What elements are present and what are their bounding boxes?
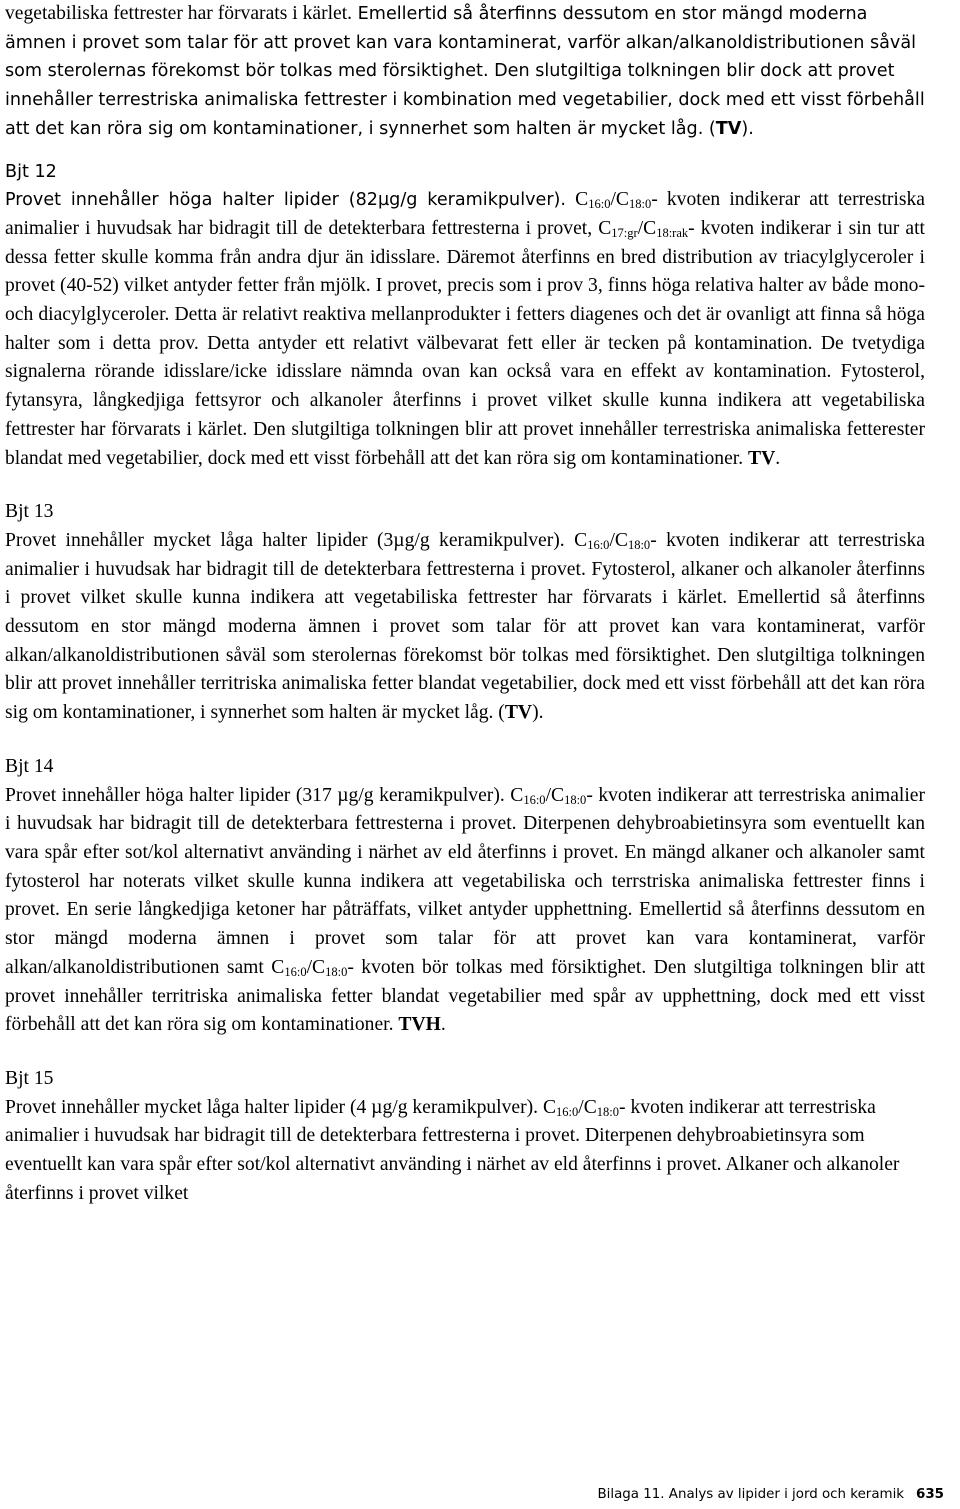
paragraph-bjt13 (5, 527, 925, 728)
text-run: I provet, precis som i prov 3, finns höga relativa halter av både mono- och diacylglyceroler. (5, 275, 925, 326)
heading-bjt15: Bjt 15 (5, 1067, 54, 1089)
text-run: Den slutgiltiga tolkningen blir att provet innehåller territriska animaliska fetter blandat vegetabilier med spår av upphettning, dock med ett visst förbehåll att det kan röra sig om kontaminationer. (5, 956, 926, 1036)
text-run: En mängd alkaner och alkanoler samt fytosterol har noterats vilket skulle kunna indikera att vegetabiliska och terrstriska animaliska fettrester finns i provet. (5, 841, 925, 921)
text-run: Provet innehåller mycket låga halter lipider (3µg/g keramikpulver). (5, 529, 565, 551)
subscript: 18:0 (628, 197, 652, 212)
text-run: Emellertid så återfinns dessutom en stor mängd moderna ämnen i provet som talar för att provet kan vara kontaminerat, varför alkan/alkanoldistributionen samt C (5, 899, 925, 978)
subscript: 16:0 (284, 964, 307, 979)
text-run: Provet innehåller höga halter lipider (317 µg/g keramikpulver). (5, 784, 505, 806)
text-run: Diterpenen dehybroabietinsyra som eventuellt kan vara spår efter sot/kol alternativt använding i närhet av eld återfinns i provet. (5, 813, 925, 863)
text-run: . (440, 1014, 446, 1036)
text-run: - kvoten bör tolkas med försiktighet. (347, 956, 647, 978)
heading-bjt12: Bjt 12 (5, 161, 57, 182)
page-number: 635 (916, 1487, 944, 1502)
text-run: Diterpenen dehybroabietinsyra som eventuellt kan vara spår efter sot/kol alternativt använding i närhet av eld återfinns i provet. (5, 1125, 865, 1176)
paragraph-bjt15 (5, 1094, 925, 1209)
text-run: Detta är relativt reaktiva mellanprodukter i fetters diagenes och det är ovanligt att finna så höga halter som i detta prov. (5, 304, 925, 354)
heading-bjt14: Bjt 14 (5, 755, 54, 777)
text-run: /C (609, 529, 628, 551)
subscript: 17:gr (611, 225, 638, 240)
text-run: Emellertid så återfinns dessutom en stor mängd moderna ämnen i provet som talar för att provet kan vara kontaminerat, varför alkan/alkanoldistributionen såväl som sterolernas förekomst bör tolkas med försiktighet. (5, 4, 916, 82)
interpretation-code: TV (715, 118, 742, 139)
text-run: De tvetydiga signalerna rörande idisslare/icke idisslare nämnda ovan kan också vara en effekt av kontamination. (5, 332, 926, 383)
text-run: - kvoten indikerar att terrestriska animalier i huvudsak har bidragit till de detekterbara fettresterna i provet. (5, 529, 926, 580)
subscript: 18:0 (564, 792, 587, 807)
text-run: /C (545, 784, 565, 806)
subscript: 16:0 (587, 537, 610, 552)
heading-bjt13: Bjt 13 (5, 501, 54, 523)
text-run: vegetabiliska fettrester har förvarats i kärlet. (5, 3, 353, 24)
subscript: 18:0 (627, 537, 651, 552)
text-run: En serie långkedjiga ketoner har påträffats, vilket antyder upphettning. (59, 899, 633, 921)
text-run: - kvoten indikerar att terrestriska animalier i huvudsak har bidragit till de detekterbara fettresterna i provet. (5, 1096, 876, 1147)
text-run: Alkaner och alkanoler återfinns i provet vilket (5, 1154, 900, 1204)
text-run: /C (610, 189, 629, 211)
page-footer (597, 1486, 944, 1504)
text-run: . (775, 447, 781, 469)
text-run: C (538, 1096, 557, 1118)
text-run: C (566, 189, 589, 211)
text-run: Detta antyder ett relativt välbevarat fett eller är tecken på kontamination. (198, 332, 813, 354)
paragraph-intro (5, 0, 925, 144)
text-run: ( (703, 118, 716, 139)
document-page (5, 0, 925, 1208)
text-run: ). (741, 118, 754, 139)
interpretation-code: TV (504, 702, 533, 724)
text-run: ( (493, 702, 505, 724)
interpretation-code: TV (748, 447, 776, 469)
text-run: - kvoten indikerar i sin tur att dessa fetter skulle komma från andra djur än idisslare. (5, 217, 925, 268)
text-run: ). (532, 702, 544, 724)
text-run: Fytosterol, fytansyra, långkedjiga fettsyror och alkanoler återfinns i provet vilket skulle kunna indikera att vegetabiliska fettrester har förvarats i kärlet. (5, 361, 925, 440)
text-run: Den slutgiltiga tolkningen blir dock att provet innehåller terrestriska animaliska fettrester i kombination med vegetabilier, dock med ett visst förbehåll att det kan röra sig om kontaminationer, i synnerhet som halten är mycket låg. (5, 61, 925, 139)
text-run: Emellertid så återfinns dessutom en stor mängd moderna ämnen i provet som talar för att provet kan vara kontaminerat, varför alkan/alkanoldistributionen såväl som sterolernas förekomst bör tolkas med försiktighet. (5, 587, 925, 666)
text-run: Däremot återfinns en bred distribution av triacylglyceroler i provet (40-52) vilket antyder fetter från mjölk. (5, 246, 925, 297)
text-run: Fytosterol, alkaner och alkanoler återfinns i provet vilket skulle kunna indikera att vegetabiliska fettrester har förvarats i kärlet. (5, 558, 925, 609)
subscript: 18:rak (656, 225, 689, 240)
paragraph-bjt12 (5, 186, 925, 473)
text-run: C (564, 529, 588, 551)
subscript: 18:0 (596, 1104, 620, 1119)
text-run: /C (637, 217, 657, 239)
text-run: - kvoten indikerar att terrestriska animalier i huvudsak har bidragit till de detekterbara fettresterna i provet, C (5, 189, 925, 239)
subscript: 16:0 (588, 197, 611, 212)
paragraph-bjt14 (5, 782, 925, 1040)
subscript: 18:0 (325, 964, 348, 979)
text-run: - kvoten indikerar att terrestriska animalier i huvudsak har bidragit till de detekterbara fettresterna i provet. (5, 784, 925, 835)
text-run: /C (578, 1096, 597, 1118)
text-run: Provet innehåller mycket låga halter lipider (4 µg/g keramikpulver). (5, 1096, 539, 1118)
text-run: C (504, 784, 524, 806)
subscript: 16:0 (556, 1104, 579, 1119)
subscript: 16:0 (523, 792, 546, 807)
text-run: Den slutgiltiga tolkningen blir att provet innehåller terrestriska animaliska fetterester blandat med vegetabilier, dock med ett visst förbehåll att det kan röra sig om kontaminationer. (5, 418, 926, 469)
text-run: /C (306, 956, 326, 978)
interpretation-code: TVH (398, 1014, 441, 1036)
text-run: Den slutgiltiga tolkningen blir att provet innehåller territriska animaliska fetter blandat vegetabilier, dock med ett visst förbehåll att det kan röra sig om kontaminationer, i synnerhet som halten är mycket låg. (5, 644, 925, 724)
text-run: Provet innehåller höga halter lipider (82µg/g keramikpulver). (5, 190, 567, 211)
footer-label: Bilaga 11. Analys av lipider i jord och keramik (597, 1487, 905, 1502)
